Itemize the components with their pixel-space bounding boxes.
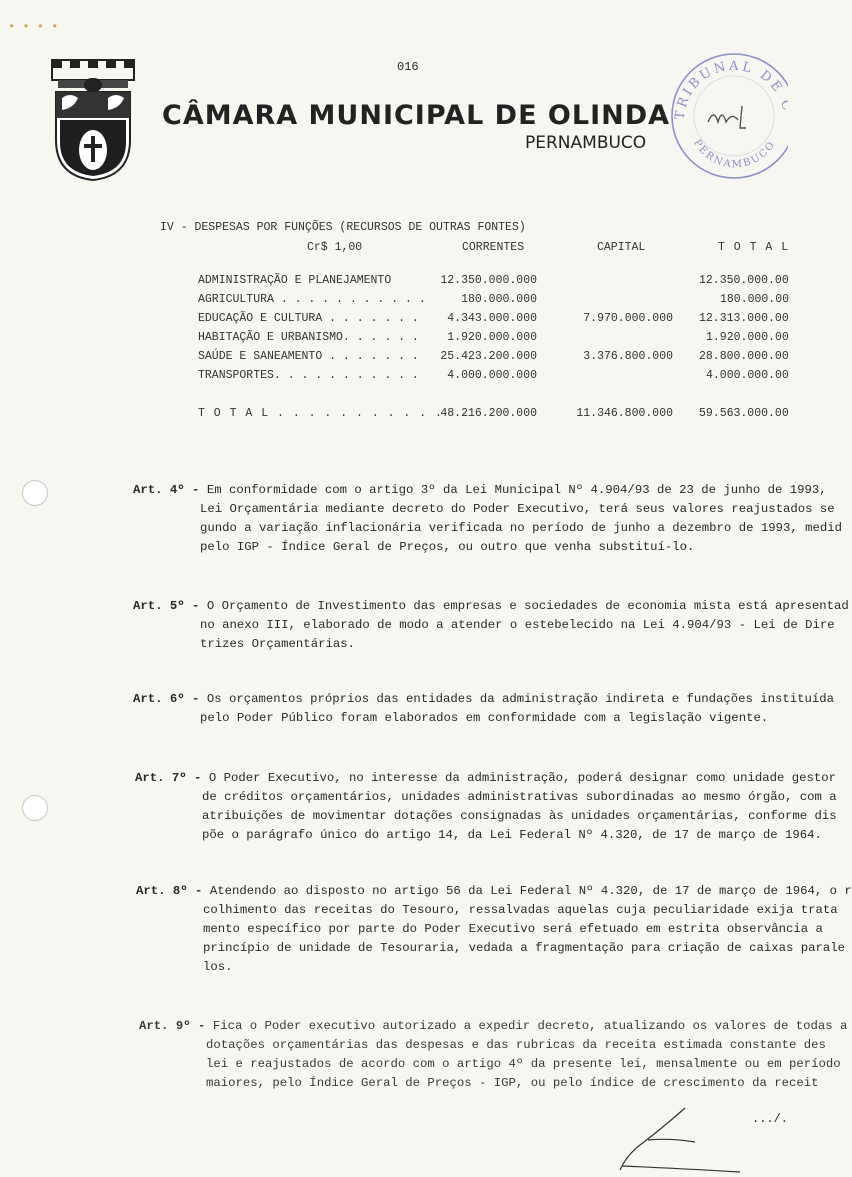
article-7: [135, 769, 837, 845]
article-label: Art. 6º -: [133, 692, 200, 706]
article-line: trizes Orçamentárias.: [200, 637, 355, 651]
table-total-total: 59.563.000.00: [699, 407, 789, 420]
table-total-label: T O T A L . . . . . . . . . . .: [198, 407, 443, 420]
article-line: atribuições de movimentar dotações consignadas às unidades orçamentárias, conforme dis: [202, 809, 837, 823]
state-name: PERNAMBUCO: [525, 133, 647, 153]
table-cell-correntes: 4.343.000.000: [447, 312, 537, 325]
table-cell-total: 12.350.000.00: [699, 274, 789, 287]
table-cell-correntes: 180.000.000: [461, 293, 537, 306]
article-line: de créditos orçamentários, unidades administrativas subordinadas ao mesmo órgão, com a: [202, 790, 837, 804]
table-cell-total: 12.313.000.00: [699, 312, 789, 325]
article-line: põe o parágrafo único do artigo 14, da Lei Federal Nº 4.320, de 17 de março de 1964.: [202, 828, 822, 842]
article-line: colhimento das receitas do Tesouro, ressalvadas aquelas cuja peculiaridade exija trata: [203, 903, 838, 917]
table-row-label: AGRICULTURA . . . . . . . . . . .: [198, 293, 426, 306]
coat-of-arms-icon: [48, 58, 138, 182]
table-cell-correntes: 25.423.200.000: [440, 350, 537, 363]
table-row-label: TRANSPORTES. . . . . . . . . . .: [198, 369, 419, 382]
table-total-correntes: 48.216.200.000: [440, 407, 537, 420]
article-line: no anexo III, elaborado de modo a atender o estebelecido na Lei 4.904/93 - Lei de Dire: [200, 618, 835, 632]
article-line: Em conformidade com o artigo 3º da Lei Municipal Nº 4.904/93 de 23 de junho de 1993,: [206, 483, 827, 497]
table-cell-capital: 7.970.000.000: [583, 312, 673, 325]
article-line: princípio de unidade de Tesouraria, vedada a fragmentação para criação de caixas parale: [203, 941, 846, 955]
table-unit: Cr$ 1,00: [307, 241, 363, 254]
col-header-total: T O T A L: [718, 241, 790, 254]
page-number: 016: [397, 60, 419, 74]
table-cell-total: 1.920.000.00: [706, 331, 789, 344]
table-cell-correntes: 1.920.000.000: [447, 331, 537, 344]
table-row-label: ADMINISTRAÇÃO E PLANEJAMENTO: [198, 274, 392, 287]
table-row-label: SAÚDE E SANEAMENTO . . . . . . .: [198, 350, 419, 363]
svg-text:PERNAMBUCO: PERNAMBUCO: [691, 137, 779, 171]
paper-mark: • • • •: [8, 20, 59, 34]
table-cell-correntes: 4.000.000.000: [447, 369, 537, 382]
article-line: los.: [203, 960, 233, 974]
binder-hole: [22, 480, 48, 506]
article-line: O Poder Executivo, no interesse da administração, poderá designar como unidade gestor: [208, 771, 837, 785]
table-cell-total: 28.800.000.00: [699, 350, 789, 363]
article-4: [133, 481, 842, 557]
article-5: [133, 597, 849, 654]
article-line: Os orçamentos próprios das entidades da administração indireta e fundações instituída: [206, 692, 835, 706]
article-label: Art. 5º -: [133, 599, 200, 613]
stamp-seal-icon: [668, 50, 788, 180]
article-line: O Orçamento de Investimento das empresas e sociedades de economia mista está apresentad: [206, 599, 849, 613]
article-label: Art. 7º -: [135, 771, 202, 785]
table-row-label: HABITAÇÃO E URBANISMO. . . . . .: [198, 331, 419, 344]
table-cell-total: 4.000.000.00: [706, 369, 789, 382]
organization-name: CÂMARA MUNICIPAL DE OLINDA: [162, 100, 671, 131]
svg-text:TRIBUNAL DE CONTAS: TRIBUNAL DE: [672, 58, 787, 121]
article-line: mento específico por parte do Poder Executivo será efetuado em estrita observância a: [203, 922, 823, 936]
coat-of-arms-logo: [48, 58, 138, 182]
continuation-mark: .../.: [752, 1112, 789, 1126]
table-row-label: EDUCAÇÃO E CULTURA . . . . . . .: [198, 312, 419, 325]
article-line: gundo a variação inflacionária verificada no período de junho a dezembro de 1993, medid: [200, 521, 843, 535]
article-line: Fica o Poder executivo autorizado a expedir decreto, atualizando os valores de todas a: [212, 1019, 848, 1033]
table-cell-total: 180.000.00: [720, 293, 790, 306]
article-8: [136, 882, 852, 977]
table-cell-correntes: 12.350.000.000: [440, 274, 537, 287]
tribunal-stamp: [668, 50, 788, 180]
article-line: lei e reajustados de acordo com o artigo 4º da presente lei, mensalmente ou em período: [206, 1057, 841, 1071]
table-total-capital: 11.346.800.000: [576, 407, 673, 420]
col-header-correntes: CORRENTES: [462, 241, 525, 254]
article-line: Lei Orçamentária mediante decreto do Poder Executivo, terá seus valores reajustados se: [200, 502, 835, 516]
binder-hole: [22, 795, 48, 821]
signature-scribble: [600, 1100, 750, 1177]
article-line: pelo Poder Público foram elaborados em conformidade com a legislação vigente.: [200, 711, 769, 725]
article-line: maiores, pelo Índice Geral de Preços - IGP, ou pelo índice de crescimento da receit: [206, 1076, 819, 1090]
table-title: IV - DESPESAS POR FUNÇÕES (RECURSOS DE OUTRAS FONTES): [160, 221, 526, 234]
table-cell-capital: 3.376.800.000: [583, 350, 673, 363]
article-line: dotações orçamentárias das despesas e das rubricas da receita estimada constante des: [206, 1038, 826, 1052]
article-label: Art. 9º -: [139, 1019, 206, 1033]
article-6: [133, 690, 834, 728]
article-line: pelo IGP - Índice Geral de Preços, ou outro que venha substituí-lo.: [200, 540, 695, 554]
col-header-capital: CAPITAL: [597, 241, 646, 254]
article-line: Atendendo ao disposto no artigo 56 da Lei Federal Nº 4.320, de 17 de março de 1964, o r: [209, 884, 852, 898]
article-9: [139, 1017, 847, 1093]
article-label: Art. 4º -: [133, 483, 200, 497]
article-label: Art. 8º -: [136, 884, 203, 898]
